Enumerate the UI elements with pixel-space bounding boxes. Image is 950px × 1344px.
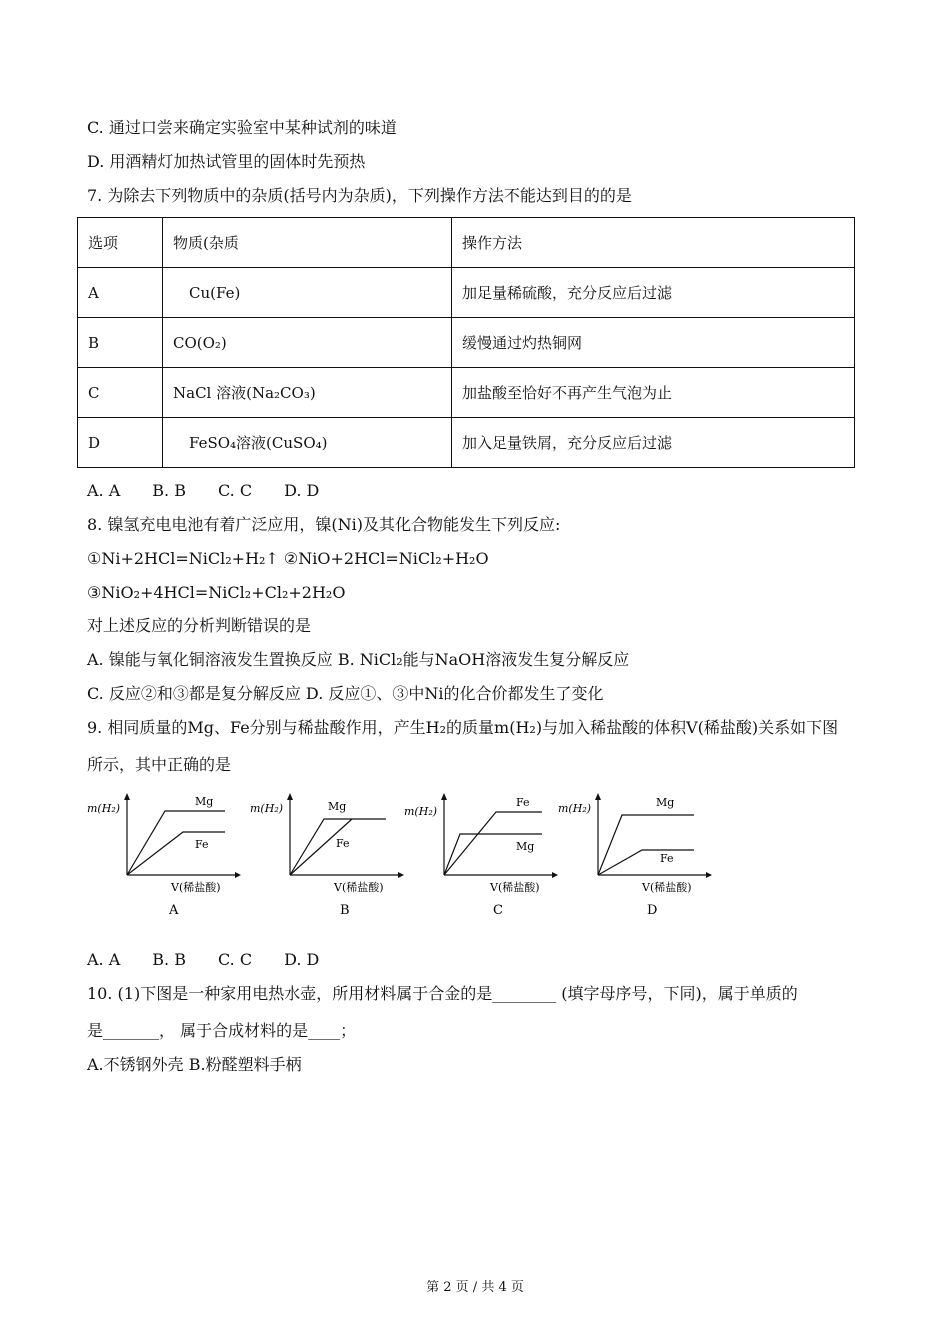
reaction-3: ③NiO₂+4HCl=NiCl₂+Cl₂+2H₂O <box>87 583 346 602</box>
mg-label: Mg <box>195 795 214 808</box>
question-9-cont: 所示，其中正确的是 <box>87 755 232 774</box>
q9-option: A. A <box>87 950 121 969</box>
graph-label: C <box>493 903 503 918</box>
y-axis-label: m(H₂) <box>558 802 592 815</box>
q8-options-cd: C. 反应②和③都是复分解反应 D. 反应①、③中Ni的化合价都发生了变化 <box>87 684 604 703</box>
table-cell: D <box>78 418 163 468</box>
mg-label: Mg <box>328 800 347 813</box>
option-c-q6: C. 通过口尝来确定实验室中某种试剂的味道 <box>87 118 397 137</box>
table-cell: 加入足量铁屑，充分反应后过滤 <box>452 418 855 468</box>
table-row <box>78 268 855 318</box>
question-10: 10. (1)下图是一种家用电热水壶，所用材料属于合金的是________ (填字母序号，下同)，属于单质的 <box>87 984 798 1003</box>
table-header: 物质(杂质 <box>163 218 452 268</box>
q7-options <box>87 481 351 501</box>
table-cell: CO(O₂) <box>163 318 452 368</box>
graph-d <box>556 790 716 924</box>
page-footer: 第 2 页 / 共 4 页 <box>426 1280 524 1295</box>
graph-label: B <box>340 903 350 918</box>
question-8: 8. 镍氢充电电池有着广泛应用，镍(Ni)及其化合物能发生下列反应: <box>87 515 561 534</box>
q7-option: D. D <box>284 481 320 500</box>
graph-label: A <box>169 903 179 918</box>
q7-option: B. B <box>152 481 186 500</box>
question-7: 7. 为除去下列物质中的杂质(括号内为杂质)，下列操作方法不能达到目的的是 <box>87 186 632 205</box>
x-axis-label: V(稀盐酸) <box>490 881 540 894</box>
table-cell: 加足量稀硫酸，充分反应后过滤 <box>452 268 855 318</box>
q9-option: B. B <box>152 950 186 969</box>
table-cell: NaCl 溶液(Na₂CO₃) <box>163 368 452 418</box>
mg-label: Mg <box>656 796 675 809</box>
x-axis-label: V(稀盐酸) <box>642 881 692 894</box>
table-row <box>78 418 855 468</box>
graph-label: D <box>647 903 658 918</box>
question-10-materials: A.不锈钢外壳 B.粉醛塑料手柄 <box>87 1055 302 1074</box>
fe-label: Fe <box>195 838 209 851</box>
q8-options-ab: A. 镍能与氧化铜溶液发生置换反应 B. NiCl₂能与NaOH溶液发生复分解反应 <box>87 650 630 669</box>
y-axis-label: m(H₂) <box>250 802 284 815</box>
question-8-stem: 对上述反应的分析判断错误的是 <box>87 616 312 635</box>
table-cell: B <box>78 318 163 368</box>
table-header: 操作方法 <box>452 218 855 268</box>
question-9: 9. 相同质量的Mg、Fe分别与稀盐酸作用，产生H₂的质量m(H₂)与加入稀盐酸的体积V(稀盐酸)关系如下图 <box>87 718 839 737</box>
reactions-1-2: ①Ni+2HCl=NiCl₂+H₂↑ ②NiO+2HCl=NiCl₂+H₂O <box>87 549 489 568</box>
table-cell: 缓慢通过灼热铜网 <box>452 318 855 368</box>
table-cell: Cu(Fe) <box>163 268 452 318</box>
question-10-cont: 是_______， 属于合成材料的是____； <box>87 1021 357 1040</box>
x-axis-label: V(稀盐酸) <box>171 881 221 894</box>
table-header-row <box>78 218 855 268</box>
table-row <box>78 318 855 368</box>
graph-a <box>85 790 245 924</box>
fe-label: Fe <box>336 837 350 850</box>
table-row <box>78 368 855 418</box>
q7-option: C. C <box>217 481 253 500</box>
q9-options <box>87 950 351 970</box>
table-cell: 加盐酸至恰好不再产生气泡为止 <box>452 368 855 418</box>
graph-c <box>402 790 562 924</box>
mg-label: Mg <box>516 840 535 853</box>
table-cell: C <box>78 368 163 418</box>
table-header: 选项 <box>78 218 163 268</box>
q7-table <box>77 217 855 468</box>
x-axis-label: V(稀盐酸) <box>334 881 384 894</box>
q9-option: D. D <box>284 950 320 969</box>
y-axis-label: m(H₂) <box>404 805 438 818</box>
y-axis-label: m(H₂) <box>87 802 121 815</box>
fe-label: Fe <box>660 852 674 865</box>
option-d-q6: D. 用酒精灯加热试管里的固体时先预热 <box>87 152 366 171</box>
q9-option: C. C <box>217 950 253 969</box>
graph-b <box>248 790 408 924</box>
table-cell: A <box>78 268 163 318</box>
table-cell: FeSO₄溶液(CuSO₄) <box>163 418 452 468</box>
q7-option: A. A <box>87 481 121 500</box>
fe-label: Fe <box>516 796 530 809</box>
